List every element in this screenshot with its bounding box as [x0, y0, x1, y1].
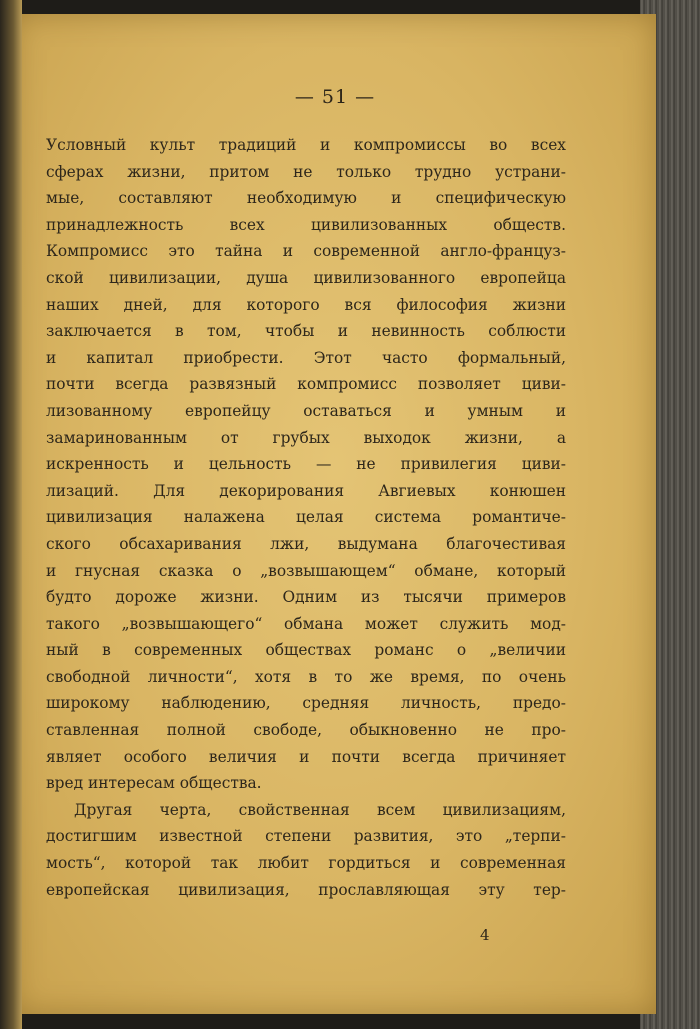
text-line: широкому наблюдению, средняя личность, предо- [46, 694, 566, 713]
text-line: достигшим известной степени развития, это „терпи- [46, 827, 566, 846]
text-line: свободной личности“, хотя в то же время, по очень [46, 667, 566, 686]
text-line: сферах жизни, притом не только трудно устрани- [46, 162, 566, 181]
body-text [46, 132, 566, 903]
spine-shadow [0, 0, 22, 1029]
book-page [14, 14, 656, 1014]
text-line: будто дороже жизни. Одним из тысячи примеров [46, 588, 566, 607]
text-line: принадлежность всех цивилизованных обществ. [46, 215, 566, 234]
text-line: ставленная полной свободе, обыкновенно не про- [46, 721, 566, 740]
text-line: замаринованным от грубых выходок жизни, а [46, 428, 566, 447]
text-line: вред интересам общества. [46, 774, 262, 793]
text-line: заключается в том, чтобы и невинность соблюсти [46, 322, 566, 341]
text-line: лизаций. Для декорирования Авгиевых конюшен [46, 481, 566, 500]
text-line: Условный культ традиций и компромиссы во всех [46, 136, 566, 154]
page-number: — 51 — [294, 86, 376, 108]
text-line: европейская цивилизация, прославляющая эту тер- [46, 880, 566, 899]
text-line: почти всегда развязный компромисс позволяет циви- [46, 375, 566, 394]
text-line: искренность и цельность — не привилегия циви- [46, 455, 566, 474]
text-line: Компромисс это тайна и современной англо-француз- [46, 242, 566, 261]
signature-mark: 4 [480, 926, 490, 944]
text-line: лизованному европейцу оставаться и умным и [46, 401, 566, 420]
text-line: мость“, которой так любит гордиться и современная [46, 854, 566, 873]
text-line: такого „возвышающего“ обмана может служить мод- [46, 614, 566, 633]
text-line: ской цивилизации, душа цивилизованного европейца [46, 268, 566, 287]
text-line: ского обсахаривания лжи, выдумана благочестивая [46, 534, 566, 553]
text-line: и гнусная сказка о „возвышающем“ обмане, который [46, 561, 566, 580]
text-line: являет особого величия и почти всегда причиняет [46, 747, 566, 766]
text-line: и капитал приобрести. Этот часто формальный, [46, 348, 566, 367]
text-line: Другая черта, свойственная всем цивилизациям, [74, 800, 566, 819]
text-line: мые, составляют необходимую и специфическую [46, 189, 566, 208]
text-line: наших дней, для которого вся философия жизни [46, 295, 566, 314]
text-line: цивилизация налажена целая система романтиче- [46, 508, 566, 527]
text-line: ный в современных обществах романс о „величии [46, 641, 566, 660]
